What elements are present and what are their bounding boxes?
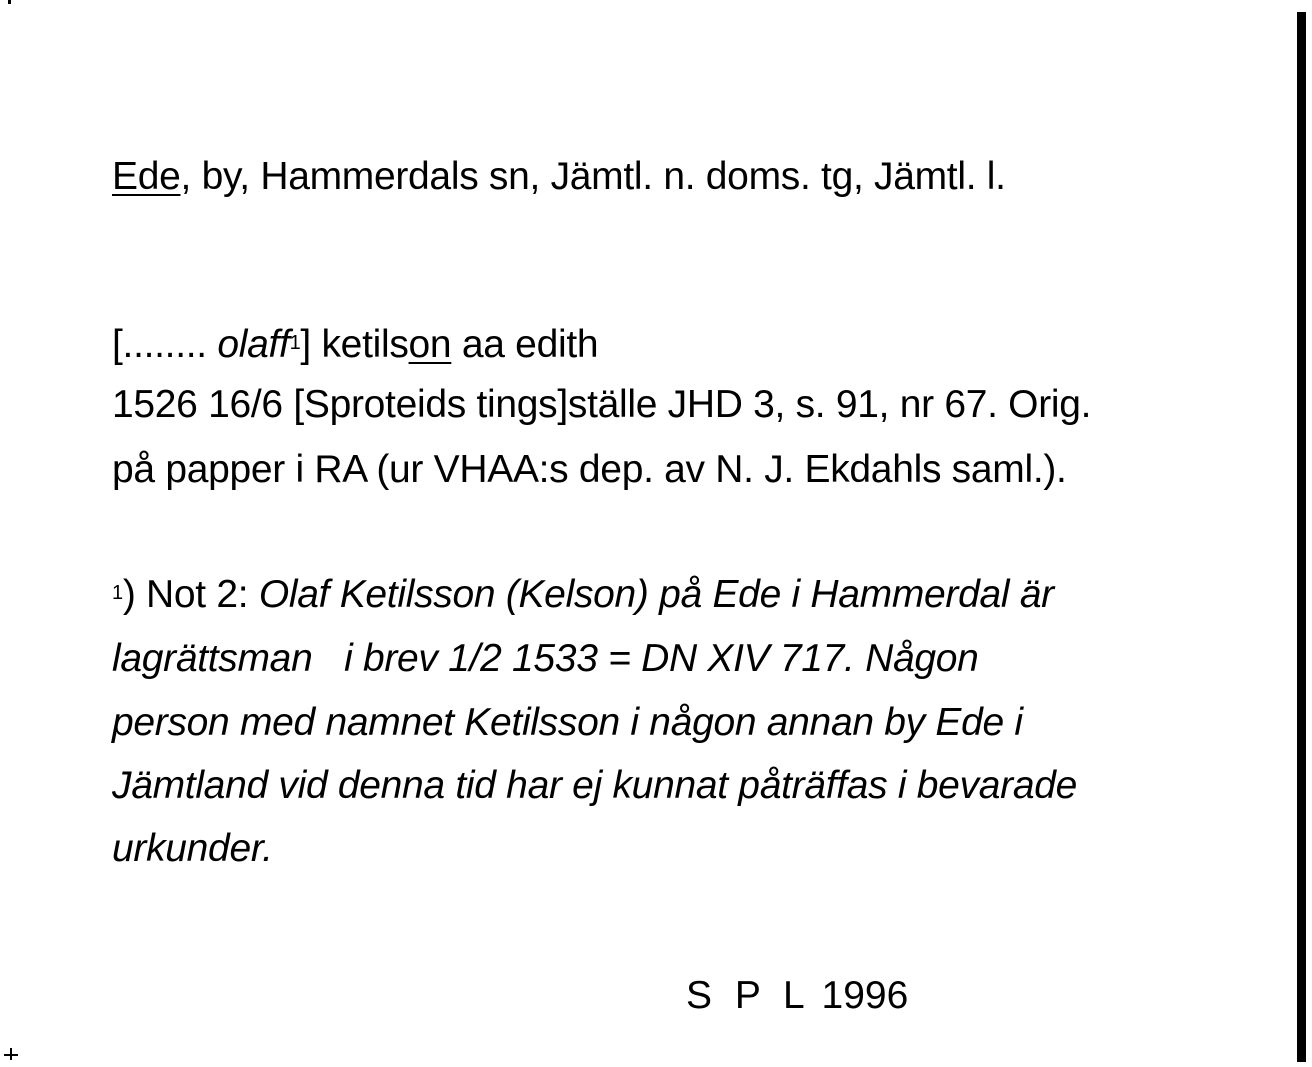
footnote-line-1 [112, 572, 1054, 618]
scan-mark-top [8, 0, 11, 4]
heading-place: Ede [112, 155, 181, 198]
entry-line [112, 322, 598, 368]
footnote-line-5: urkunder. [112, 827, 273, 870]
entry-bracket-close: ] ketils [300, 323, 409, 366]
heading-description: , by, Hammerdals sn, Jämtl. n. doms. tg, Jämtl. l. [180, 155, 1006, 198]
scan-mark-bottom [4, 1046, 18, 1060]
signature [686, 973, 908, 1019]
entry-name-italic: olaff [217, 323, 290, 366]
scan-border-right [1297, 12, 1306, 1062]
footnote-text-1: Olaf Ketilsson (Kelson) på Ede i Hammerdal är [258, 573, 1054, 616]
signature-year: 1996 [821, 974, 909, 1017]
footnote-line-3: person med namnet Ketilsson i någon annan by Ede i [112, 701, 1023, 744]
footnote-line-2: lagrättsman i brev 1/2 1533 = DN XIV 717. Någon [112, 637, 979, 680]
heading [112, 154, 1006, 200]
entry-rest: aa edith [451, 323, 599, 366]
source-line-2: på papper i RA (ur VHAA:s dep. av N. J. Ekdahls saml.). [112, 448, 1067, 491]
entry-bracket-open: [........ [112, 323, 218, 366]
footnote-prefix: ) Not 2: [122, 573, 259, 616]
footnote-marker: 1 [289, 332, 301, 354]
entry-name-underlined: on [408, 323, 452, 366]
footnote-line-4: Jämtland vid denna tid har ej kunnat påträffas i bevarade [112, 764, 1078, 807]
footnote-note-marker: 1 [112, 582, 123, 604]
source-line-1: 1526 16/6 [Sproteids tings]ställe JHD 3, s. 91, nr 67. Orig. [112, 383, 1092, 426]
signature-initials: S P L [686, 974, 811, 1017]
